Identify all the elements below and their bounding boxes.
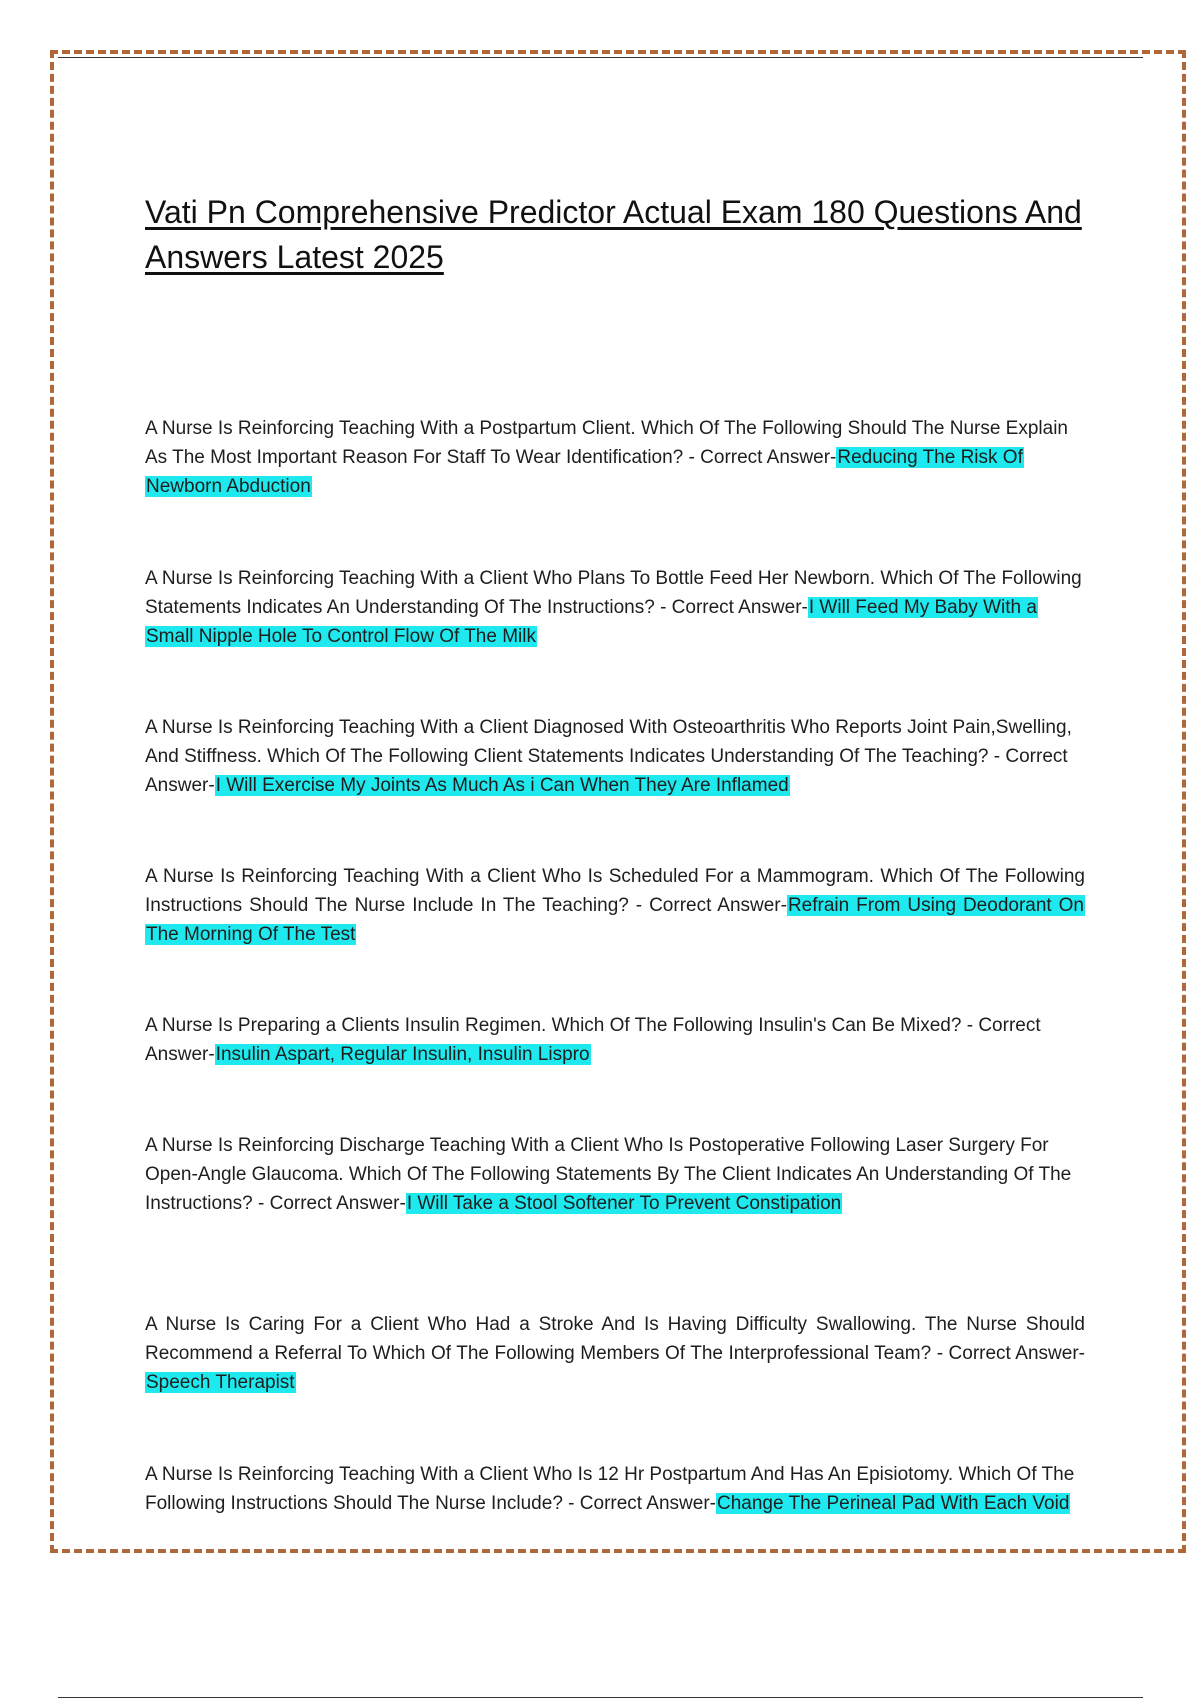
question-text: A Nurse Is Reinforcing Teaching With a Client Who Is Scheduled For a Mammogram. Which Of The Following Instructions Should The Nurse Include In The Teaching? — [145, 866, 1085, 916]
question-text: A Nurse Is Reinforcing Teaching With a Client Diagnosed With Osteoarthritis Who Reports Joint Pain,Swelling, And Stiffness. Which Of The Following Client Statements Indicates Understanding Of The Teaching? — [145, 717, 1072, 767]
footer-rule — [58, 1697, 1143, 1698]
qa-item-2 — [145, 564, 1085, 651]
qa-item-4 — [145, 862, 1085, 949]
qa-item-6 — [145, 1131, 1085, 1218]
answer-prefix: - Correct Answer- — [688, 447, 837, 468]
answer-text: Change The Perineal Pad With Each Void — [716, 1493, 1070, 1514]
qa-item-8 — [145, 1460, 1085, 1518]
qa-item-7 — [145, 1310, 1085, 1397]
answer-prefix: - Correct Answer- — [145, 746, 1068, 796]
answer-text: Speech Therapist — [146, 1372, 295, 1393]
question-text: A Nurse Is Preparing a Clients Insulin Regimen. Which Of The Following Insulin's Can Be Mixed? — [145, 1015, 967, 1036]
qa-item-3 — [145, 713, 1085, 800]
answer-text: I Will Take a Stool Softener To Prevent Constipation — [406, 1193, 842, 1214]
qa-item-1 — [145, 414, 1085, 501]
answer-prefix: - Correct Answer- — [936, 1343, 1085, 1364]
answer-text: Refrain From Using Deodorant On The Morning Of The Test — [146, 895, 1084, 945]
answer-prefix: - Correct Answer- — [660, 597, 808, 618]
answer-text: I Will Feed My Baby With a Small Nipple Hole To Control Flow Of The Milk — [146, 597, 1037, 647]
qa-item-5 — [145, 1011, 1085, 1069]
answer-text: Insulin Aspart, Regular Insulin, Insulin Lispro — [215, 1044, 590, 1065]
answer-text: I Will Exercise My Joints As Much As i Can When They Are Inflamed — [215, 775, 789, 796]
answer-prefix: - Correct Answer- — [258, 1193, 406, 1214]
question-text: A Nurse Is Reinforcing Teaching With a Client Who Is 12 Hr Postpartum And Has An Episiotomy. Which Of The Following Instructions Should The Nurse Include? — [145, 1464, 1075, 1514]
answer-prefix: - Correct Answer- — [568, 1493, 716, 1514]
answer-text: Reducing The Risk Of Newborn Abduction — [146, 447, 1023, 497]
question-text: A Nurse Is Reinforcing Discharge Teaching With a Client Who Is Postoperative Following Laser Surgery For Open-Angle Glaucoma. Which Of The Following Statements By The Client Indicates An Understanding Of The Instructions? — [145, 1135, 1072, 1214]
answer-prefix: - Correct Answer- — [145, 1015, 1041, 1065]
header-rule — [58, 57, 1143, 58]
question-text: A Nurse Is Reinforcing Teaching With a Postpartum Client. Which Of The Following Should The Nurse Explain As The Most Important Reason For Staff To Wear Identification? — [145, 418, 1068, 468]
document-title: Vati Pn Comprehensive Predictor Actual Exam 180 Questions And Answers Latest 2025 — [145, 194, 1082, 275]
question-text: A Nurse Is Reinforcing Teaching With a Client Who Plans To Bottle Feed Her Newborn. Which Of The Following Statements Indicates An Understanding Of The Instructions? — [145, 568, 1082, 618]
answer-prefix: - Correct Answer- — [635, 895, 787, 916]
question-text: A Nurse Is Caring For a Client Who Had a Stroke And Is Having Difficulty Swallowing. The Nurse Should Recommend a Referral To Which Of The Following Members Of The Interprofessional Team? — [145, 1314, 1085, 1364]
